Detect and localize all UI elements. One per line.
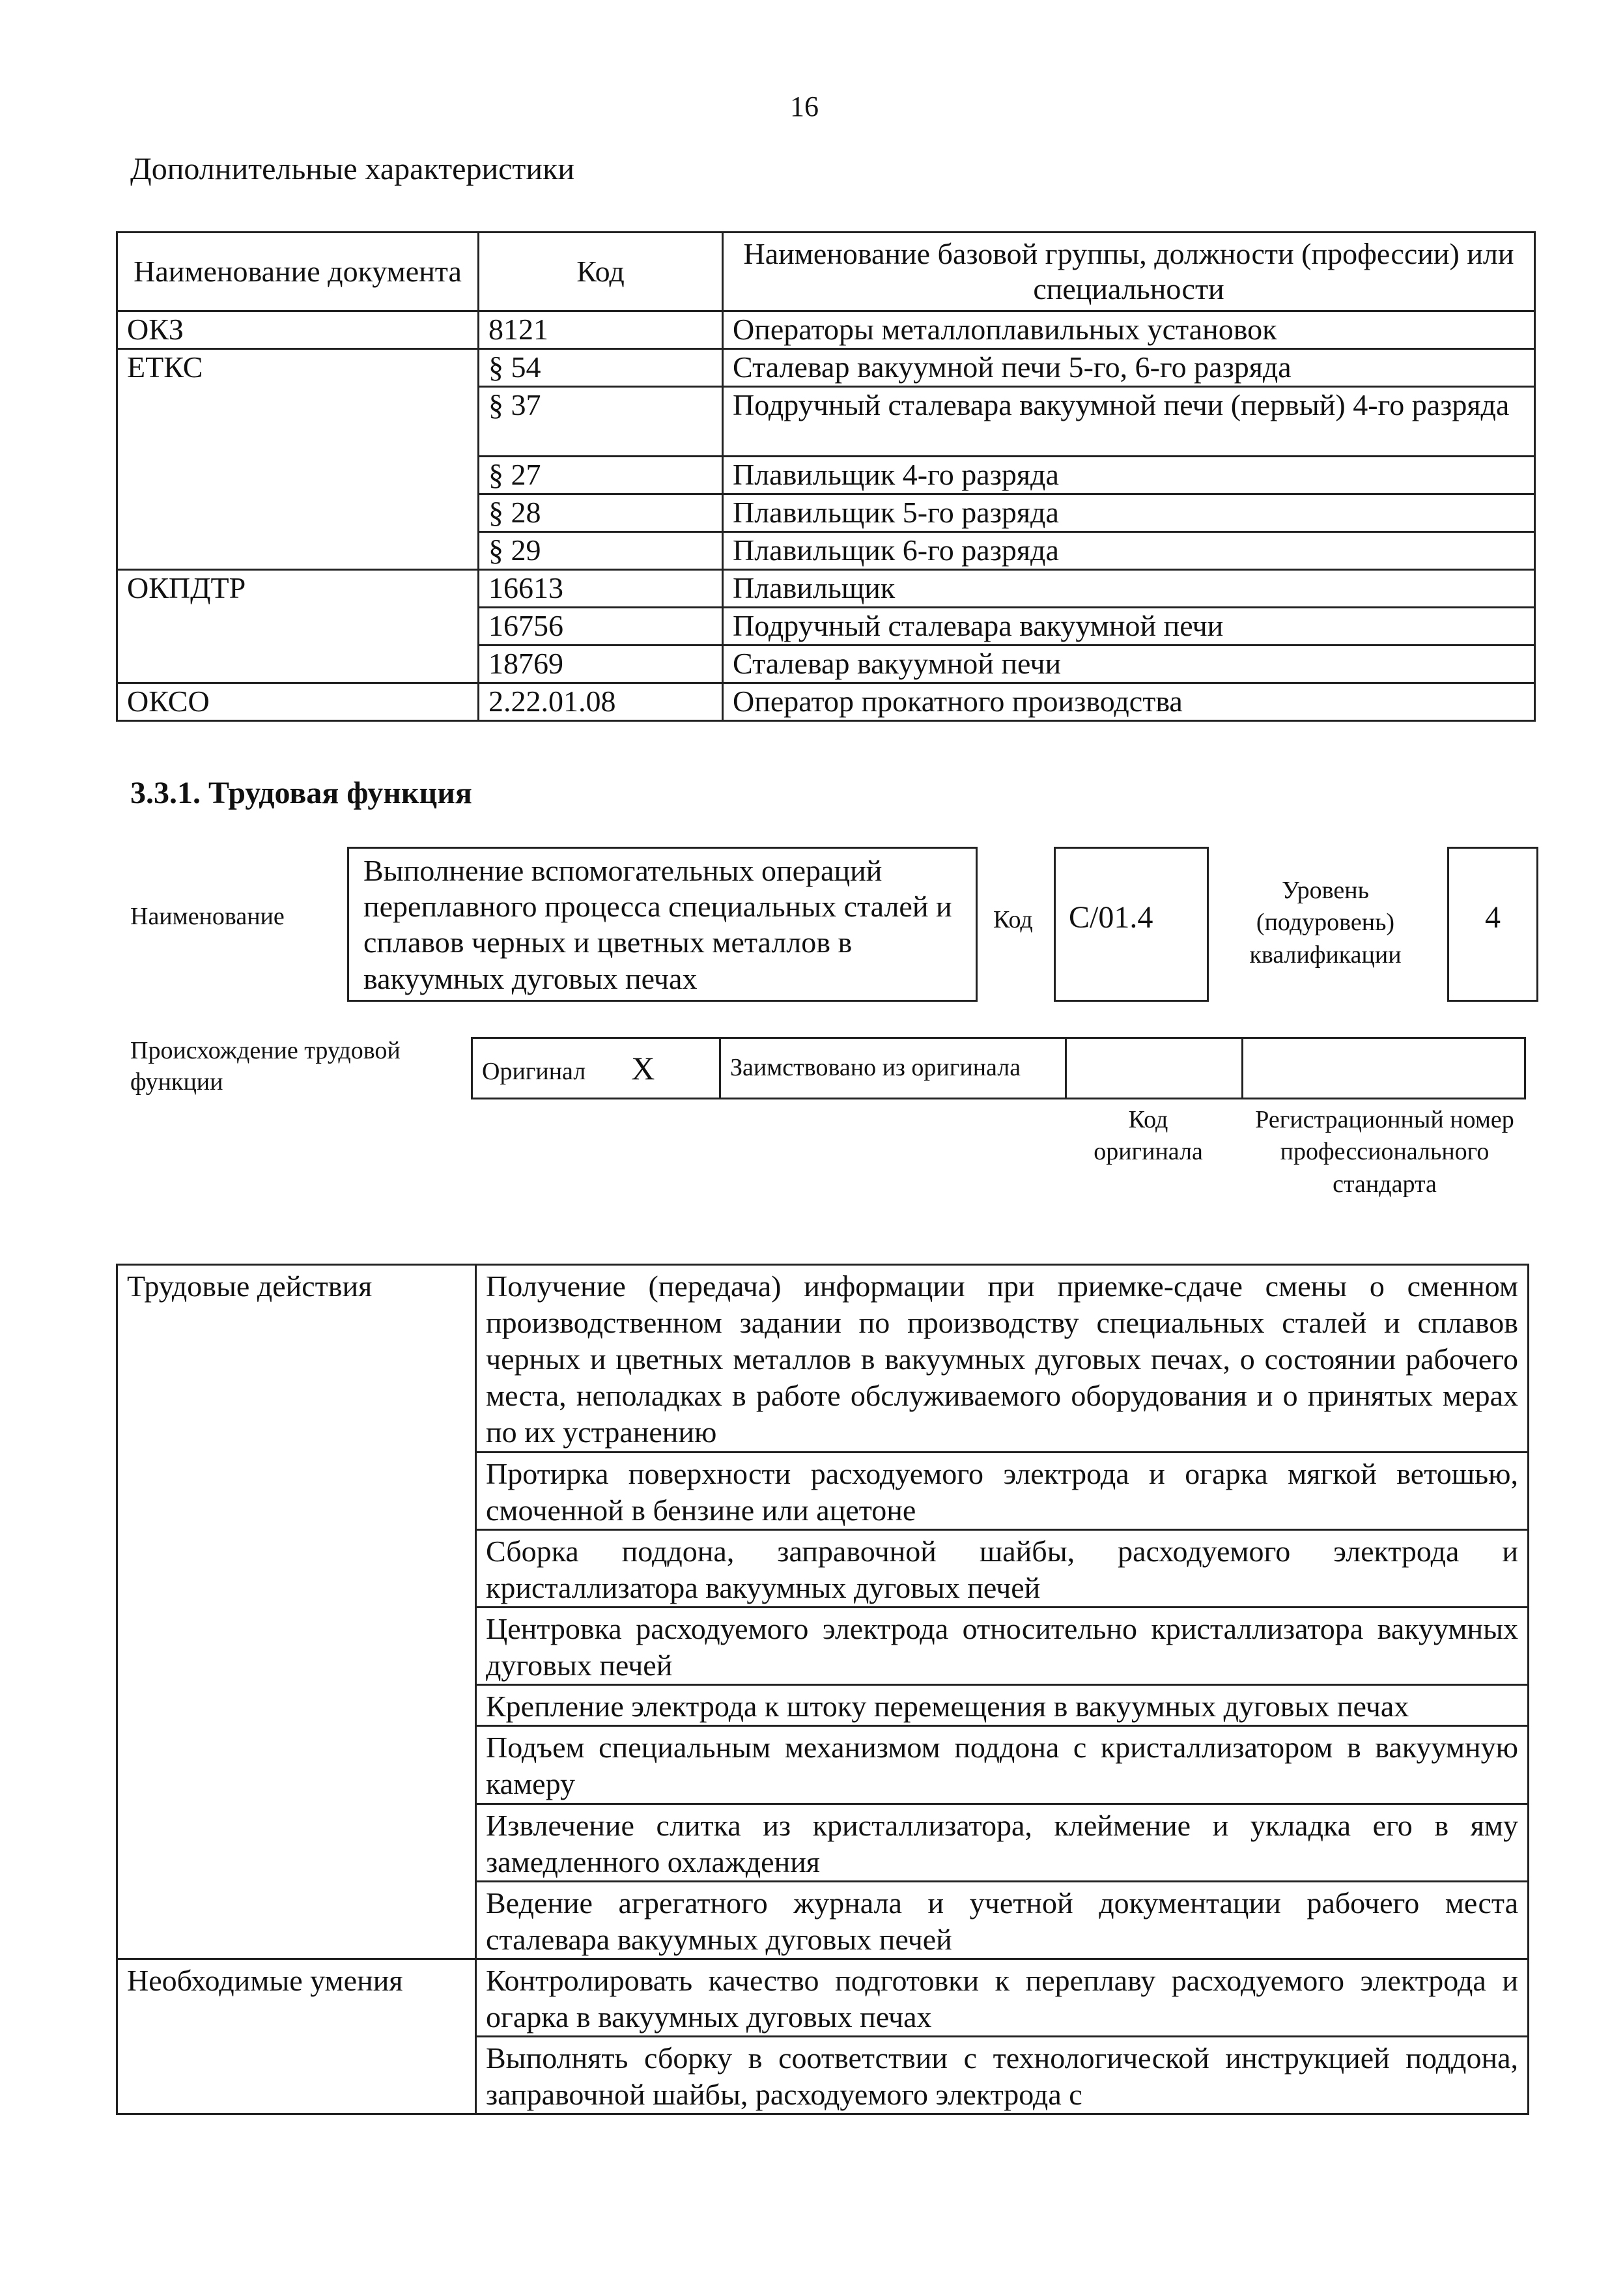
section-heading: 3.3.1. Трудовая функция (130, 776, 472, 810)
function-code-box: C/01.4 (1054, 847, 1209, 1002)
function-code-label: Код (993, 906, 1033, 933)
code-cell: 2.22.01.08 (479, 683, 723, 721)
code-cell: § 29 (479, 532, 723, 570)
qualification-level-label: Уровень (подуровень) квалификации (1249, 877, 1402, 969)
doc-cell (117, 494, 479, 532)
table-row (117, 1529, 1529, 1607)
labor-function-table (116, 1264, 1529, 2115)
header-name: Наименование базовой группы, должности (профессии) или специальности (723, 233, 1535, 311)
reg-number-cell (1243, 1038, 1525, 1099)
code-original-caption: Код оригинала (1094, 1106, 1203, 1166)
table-row (117, 532, 1535, 570)
original-mark: X (631, 1050, 655, 1086)
origin-label: Происхождение трудовой функции (130, 1037, 401, 1096)
labor-action-cell: Получение (передача) информации при приемке-сдаче смены о сменном производственном задании по производству специальных сталей и сплавов черных и цветных металлов в вакуумных дуговых печах, о состоянии рабочего места, неполадках в работе обслуживаемого оборудования и о принятых мерах по их устранению (476, 1265, 1529, 1453)
skill-cell: Выполнять сборку в соответствии с технологической инструкцией поддона, заправочной шайбы, расходуемого электрода с (476, 2037, 1529, 2114)
category-spacer (117, 1607, 476, 1684)
page-number: 16 (790, 91, 819, 122)
code-cell: § 37 (479, 387, 723, 457)
doc-cell (117, 457, 479, 494)
code-cell: § 28 (479, 494, 723, 532)
table-row (117, 457, 1535, 494)
doc-cell (117, 608, 479, 645)
category-spacer (117, 1685, 476, 1726)
labor-action-cell: Сборка поддона, заправочной шайбы, расходуемого электрода и кристаллизатора вакуумных дуговых печей (476, 1529, 1529, 1607)
table-row (117, 1726, 1529, 1804)
category-spacer (117, 1529, 476, 1607)
reg-number-caption: Регистрационный номер профессионального стандарта (1255, 1106, 1514, 1198)
extra-characteristics-table (116, 231, 1536, 722)
table-row (117, 494, 1535, 532)
name-cell: Операторы металлоплавильных установок (723, 311, 1535, 349)
table-row (117, 1959, 1529, 2036)
labor-action-cell: Извлечение слитка из кристаллизатора, клеймение и укладка его в яму замедленного охлаждения (476, 1804, 1529, 1881)
borrowed-cell: Заимствовано из оригинала (720, 1038, 1066, 1099)
doc-cell (117, 532, 479, 570)
doc-cell (117, 387, 479, 457)
code-cell: 8121 (479, 311, 723, 349)
code-cell: § 27 (479, 457, 723, 494)
header-doc: Наименование документа (117, 233, 479, 311)
origin-table (471, 1037, 1526, 1099)
table-row (117, 1265, 1529, 1453)
table-header-row (117, 233, 1535, 311)
table-row (117, 1685, 1529, 1726)
name-cell: Плавильщик 6-го разряда (723, 532, 1535, 570)
code-cell: § 54 (479, 349, 723, 387)
table-row (117, 683, 1535, 721)
table-row (117, 387, 1535, 457)
labor-action-cell: Центровка расходуемого электрода относительно кристаллизатора вакуумных дуговых печей (476, 1607, 1529, 1684)
original-label: Оригинал (482, 1058, 586, 1085)
doc-cell (117, 645, 479, 683)
code-cell: 16613 (479, 570, 723, 608)
table-row (117, 1607, 1529, 1684)
category-spacer (117, 1726, 476, 1804)
extra-characteristics-title: Дополнительные характеристики (130, 152, 575, 186)
name-cell: Плавильщик 5-го разряда (723, 494, 1535, 532)
code-cell: 16756 (479, 608, 723, 645)
function-name-box: Выполнение вспомогательных операций переплавного процесса специальных сталей и сплавов черных и цветных металлов в вакуумных дуговых печах (347, 847, 978, 1002)
header-code: Код (479, 233, 723, 311)
skills-label: Необходимые умения (117, 1959, 476, 2036)
category-spacer (117, 2037, 476, 2114)
skill-cell: Контролировать качество подготовки к переплаву расходуемого электрода и огарка в вакуумных дуговых печах (476, 1959, 1529, 2036)
doc-cell: ОКПДТР (117, 570, 479, 608)
name-cell: Подручный сталевара вакуумной печи (первый) 4-го разряда (723, 387, 1535, 457)
table-row (117, 608, 1535, 645)
table-row (117, 349, 1535, 387)
labor-action-cell: Протирка поверхности расходуемого электрода и огарка мягкой ветошью, смоченной в бензине или ацетоне (476, 1452, 1529, 1529)
table-row (117, 311, 1535, 349)
table-row (117, 1452, 1529, 1529)
name-cell: Оператор прокатного производства (723, 683, 1535, 721)
table-row (117, 1881, 1529, 1959)
name-cell: Плавильщик (723, 570, 1535, 608)
original-cell (472, 1038, 720, 1099)
table-row (117, 645, 1535, 683)
name-cell: Подручный сталевара вакуумной печи (723, 608, 1535, 645)
labor-actions-label: Трудовые действия (117, 1265, 476, 1453)
category-spacer (117, 1881, 476, 1959)
qualification-level-box: 4 (1447, 847, 1538, 1002)
doc-cell: ОКСО (117, 683, 479, 721)
name-cell: Сталевар вакуумной печи 5-го, 6-го разряда (723, 349, 1535, 387)
category-spacer (117, 1804, 476, 1881)
name-cell: Плавильщик 4-го разряда (723, 457, 1535, 494)
table-row (117, 1804, 1529, 1881)
labor-action-cell: Крепление электрода к штоку перемещения в вакуумных дуговых печах (476, 1685, 1529, 1726)
doc-cell: ЕТКС (117, 349, 479, 387)
labor-action-cell: Подъем специальным механизмом поддона с кристаллизатором в вакуумную камеру (476, 1726, 1529, 1804)
table-row (117, 2037, 1529, 2114)
table-row (117, 570, 1535, 608)
code-original-cell (1066, 1038, 1243, 1099)
labor-action-cell: Ведение агрегатного журнала и учетной документации рабочего места сталевара вакуумных дуговых печей (476, 1881, 1529, 1959)
category-spacer (117, 1452, 476, 1529)
code-cell: 18769 (479, 645, 723, 683)
doc-cell: ОКЗ (117, 311, 479, 349)
function-name-label: Наименование (130, 903, 285, 930)
name-cell: Сталевар вакуумной печи (723, 645, 1535, 683)
